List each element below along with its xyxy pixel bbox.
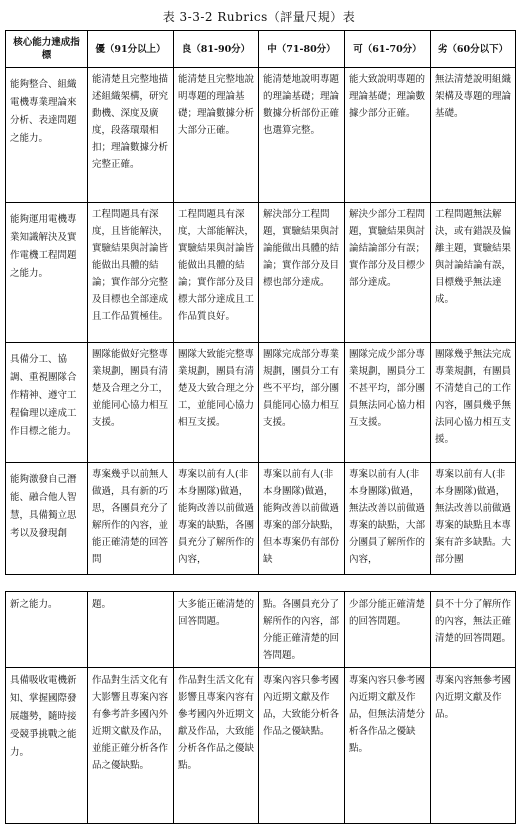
rubric-cell: 無法清楚說明組織架構及專題的理論基礎。 bbox=[431, 68, 516, 203]
rubric-cell: 專案內容只參考國內近期文獻及作品，但無法清楚分析各作品之優缺點。 bbox=[345, 668, 431, 824]
header-excellent: 優（91分以上） bbox=[88, 31, 174, 68]
header-good: 良（81-90分） bbox=[174, 31, 259, 68]
criterion-cell: 能夠激發自己潛能、融合他人智慧，具備獨立思考以及發現創 bbox=[6, 463, 88, 575]
table-row bbox=[6, 343, 516, 463]
criterion-cell: 能夠整合、組織電機專業理論來分析、表達問題之能力。 bbox=[6, 68, 88, 203]
rubric-cell: 點。各團員充分了解所作的內容，部分能正確清楚的回答問題。 bbox=[259, 592, 345, 668]
table-header-row bbox=[6, 31, 516, 68]
criterion-cell: 能夠運用電機專業知識解決及實作電機工程問題之能力。 bbox=[6, 203, 88, 343]
rubric-cell: 專案以前有人(非本身團隊)做過，能夠改善以前做過專案的部分缺點，但本專案仍有部份缺 bbox=[259, 463, 345, 575]
rubric-cell: 團隊幾乎無法完成專業規劃，有團員不清楚自己的工作內容，團員幾乎無法同心協力相互支援。 bbox=[431, 343, 516, 463]
page-title: 表 3-3-2 Rubrics（評量尺規）表 bbox=[162, 10, 356, 24]
header-pass: 可（61-70分） bbox=[345, 31, 431, 68]
rubric-cell: 團隊完成部分專業規劃，團員分工有些不平均，部分團員能同心協力相互支援。 bbox=[259, 343, 345, 463]
table-row bbox=[6, 68, 516, 203]
rubric-cell: 大多能正確清楚的回答問題。 bbox=[174, 592, 259, 668]
rubric-cell: 解決部分工程問題，實驗結果與討論能做出具體的結論；實作部分及目標也部分達成。 bbox=[259, 203, 345, 343]
header-average: 中（71-80分） bbox=[259, 31, 345, 68]
rubric-cell: 員不十分了解所作的內容，無法正確清楚的回答問題。 bbox=[431, 592, 516, 668]
rubric-cell: 團隊大致能完整專業規劃，團員有清楚及大致合理之分工，並能同心協力相互支援。 bbox=[174, 343, 259, 463]
rubric-cell: 團隊能做好完整專業規劃，團員有清楚及合理之分工，並能同心協力相互支援。 bbox=[88, 343, 174, 463]
rubric-cell: 工程問題具有深度，且皆能解決，實驗結果與討論皆能做出具體的結論；實作部分完整及目標也全部達成且工作品質極佳。 bbox=[88, 203, 174, 343]
rubric-cell: 專案以前有人(非本身團隊)做過，無法改善以前做過專案的缺點且本專案有許多缺點。大部分團 bbox=[431, 463, 516, 575]
rubric-cell: 能清楚且完整地描述組織架構，研究動機、深度及廣度，段落環環相扣；理論數據分析完整正確。 bbox=[88, 68, 174, 203]
criterion-cell: 具備吸收電機新知、掌握國際發展趨勢，隨時接受競爭挑戰之能力。 bbox=[6, 668, 88, 824]
rubric-cell: 能清楚地說明專題的理論基礎；理論數據分析部份正確也選算完整。 bbox=[259, 68, 345, 203]
rubric-cell: 專案內容無參考國內近期文獻及作品。 bbox=[431, 668, 516, 824]
rubric-cell: 專案以前有人(非本身團隊)做過，無法改善以前做過專案的缺點，大部分團員了解所作的內容， bbox=[345, 463, 431, 575]
criterion-cell: 新之能力。 bbox=[6, 592, 88, 668]
rubrics-table bbox=[5, 30, 516, 575]
rubric-cell: 能大致說明專題的理論基礎；理論數據少部分正確。 bbox=[345, 68, 431, 203]
rubric-cell: 少部分能正確清楚的回答問題。 bbox=[345, 592, 431, 668]
rubric-cell: 專案以前有人(非本身團隊)做過，能夠改善以前做過專案的缺點，各團員充分了解所作的內容， bbox=[174, 463, 259, 575]
rubric-cell: 題。 bbox=[88, 592, 174, 668]
rubric-cell: 作品對生活文化有影響且專案內容有參考國內外近期文獻及作品，大致能分析各作品之優缺點。 bbox=[174, 668, 259, 824]
rubric-cell: 解決少部分工程問題，實驗結果與討論結論部分有誤；實作部分及目標少部分達成。 bbox=[345, 203, 431, 343]
header-criterion: 核心能力達成指標 bbox=[6, 31, 88, 68]
header-poor: 劣（60分以下） bbox=[431, 31, 516, 68]
rubric-cell: 團隊完成少部分專業規劃，團員分工不甚平均，部分團員無法同心協力相互支援。 bbox=[345, 343, 431, 463]
criterion-cell: 具備分工、協調、重視團隊合作精神、遵守工程倫理以達成工作目標之能力。 bbox=[6, 343, 88, 463]
rubric-cell: 工程問題無法解決，或有錯誤及偏離主題，實驗結果與討論結論有誤，目標幾乎無法達成。 bbox=[431, 203, 516, 343]
table-row bbox=[6, 463, 516, 575]
table-row bbox=[6, 203, 516, 343]
rubrics-table-continued bbox=[5, 591, 516, 824]
rubric-cell: 工程問題具有深度，大部能解決，實驗結果與討論皆能做出具體的結論；實作部分及目標大部分達成且工作品質良好。 bbox=[174, 203, 259, 343]
rubric-cell: 專案幾乎以前無人做過，具有新的巧思，各團員充分了解所作的內容，並能正確清楚的回答問 bbox=[88, 463, 174, 575]
rubric-cell: 作品對生活文化有大影響且專案內容有參考許多國內外近期文獻及作品，並能正確分析各作品之優缺點。 bbox=[88, 668, 174, 824]
rubric-cell: 能清楚且完整地說明專題的理論基礎；理論數據分析大部分正確。 bbox=[174, 68, 259, 203]
table-row bbox=[6, 592, 516, 668]
rubric-cell: 專案內容只參考國內近期文獻及作品，大致能分析各作品之優缺點。 bbox=[259, 668, 345, 824]
table-row bbox=[6, 668, 516, 824]
